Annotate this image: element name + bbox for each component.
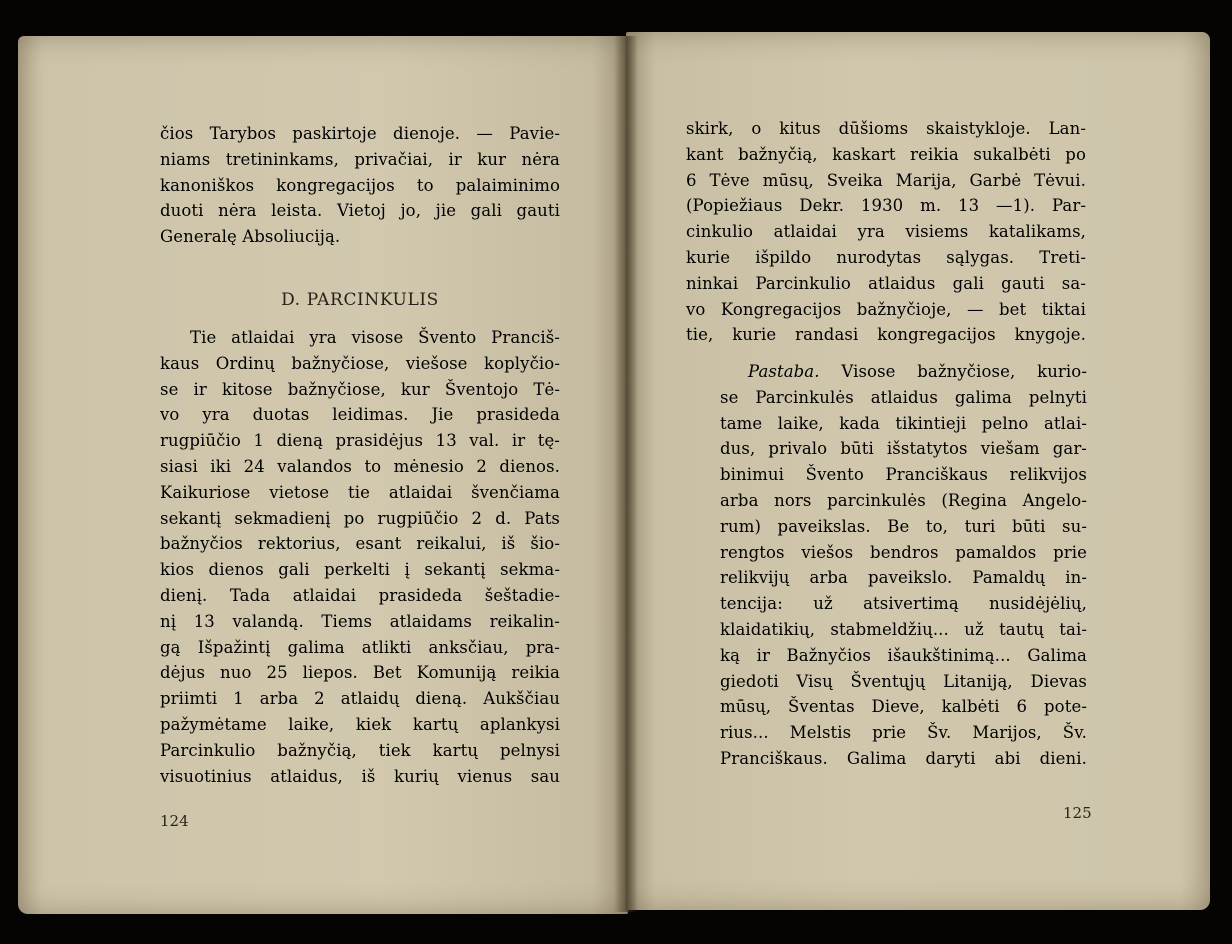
- text-line: priimti 1 arba 2 atlaidų dieną. Aukščiau: [160, 689, 560, 709]
- text-line: giedoti Visų Šventųjų Litaniją, Dievas: [720, 671, 1087, 691]
- text-line: ninkai Parcinkulio atlaidus gali gauti sa-: [686, 273, 1086, 293]
- text-line: kios dienos gali perkelti į sekantį sekma-: [160, 560, 560, 580]
- text-line: se Parcinkulės atlaidus galima pelnyti: [720, 387, 1087, 407]
- page-number-left: 124: [160, 812, 189, 830]
- left-paragraph-main: [160, 325, 560, 789]
- book-gutter: [614, 36, 638, 912]
- text-line: bažnyčios rektorius, esant reikalui, iš šio-: [160, 534, 560, 554]
- text-line: gą Išpažintį galima atlikti anksčiau, pra-: [160, 637, 560, 657]
- note-paragraph: [720, 359, 1087, 772]
- text-line: pažymėtame laike, kiek kartų aplankysi: [160, 714, 560, 734]
- text-line: Generalę Absoliuciją.: [160, 227, 341, 247]
- text-line: dus, privalo būti išstatytos viešam gar-: [720, 439, 1087, 459]
- text-line: čios Tarybos paskirtoje dienoje. — Pavie-: [160, 124, 560, 143]
- text-line: kanoniškos kongregacijos to palaiminimo: [160, 175, 560, 195]
- text-line: tie, kurie randasi kongregacijos knygoje.: [686, 325, 1086, 345]
- text-line: skirk, o kitus dūšioms skaistykloje. Lan-: [686, 119, 1086, 138]
- text-line: klaidatikių, stabmeldžių... už tautų tai-: [720, 619, 1087, 639]
- text-line: (Popiežiaus Dekr. 1930 m. 13 —1). Par-: [686, 196, 1086, 216]
- text-line: relikvijų arba paveikslo. Pamaldų in-: [720, 568, 1087, 588]
- text-line: ką ir Bažnyčios išaukštinimą... Galima: [720, 645, 1087, 665]
- text-line: binimui Švento Pranciškaus relikvijos: [720, 465, 1087, 485]
- text-line: Parcinkulio bažnyčią, tiek kartų pelnysi: [160, 740, 560, 760]
- text-line: Kaikuriose vietose tie atlaidai švenčiama: [160, 482, 560, 502]
- text-line: dienį. Tada atlaidai prasideda šeštadie-: [160, 585, 560, 605]
- text-line: duoti nėra leista. Vietoj jo, jie gali gauti: [160, 201, 560, 221]
- text-line: kaus Ordinų bažnyčiose, viešose koplyčio-: [160, 353, 560, 373]
- left-paragraph-top: [160, 121, 560, 250]
- text-line: tame laike, kada tikintieji pelno atlai-: [720, 413, 1087, 433]
- text-line: vo yra duotas leidimas. Jie prasideda: [160, 405, 560, 425]
- text-line: siasi iki 24 valandos to mėnesio 2 dienos.: [160, 456, 560, 476]
- text-line: sekantį sekmadienį po rugpiūčio 2 d. Pats: [160, 508, 560, 528]
- text-line: tencija: už atsivertimą nusidėjėlių,: [720, 594, 1087, 614]
- text-line: Tie atlaidai yra visose Švento Pranciš-: [190, 328, 560, 347]
- text-line: rugpiūčio 1 dieną prasidėjus 13 val. ir tę-: [160, 431, 560, 451]
- text-line: dėjus nuo 25 liepos. Bet Komuniją reikia: [160, 663, 560, 683]
- text-line: [720, 359, 1087, 385]
- text-line: se ir kitose bažnyčiose, kur Šventojo Tė-: [160, 379, 560, 399]
- note-first-text: Visose bažnyčiose, kurio-: [841, 362, 1087, 381]
- text-line: kant bažnyčią, kaskart reikia sukalbėti po: [686, 144, 1086, 164]
- text-line: niams tretininkams, privačiai, ir kur nėra: [160, 149, 560, 169]
- text-line: kurie išpildo nurodytas sąlygas. Treti-: [686, 247, 1086, 267]
- text-line: nį 13 valandą. Tiems atlaidams reikalin-: [160, 611, 560, 631]
- text-line: visuotinius atlaidus, iš kurių vienus sau: [160, 766, 560, 786]
- text-line: rum) paveikslas. Be to, turi būti su-: [720, 516, 1087, 536]
- right-paragraph-top: [686, 116, 1086, 348]
- text-line: rius... Melstis prie Šv. Marijos, Šv.: [720, 723, 1087, 743]
- section-heading: D. PARCINKULIS: [281, 290, 439, 310]
- text-line: rengtos viešos bendros pamaldos prie: [720, 542, 1087, 562]
- text-line: cinkulio atlaidai yra visiems katalikams,: [686, 222, 1086, 242]
- text-line: vo Kongregacijos bažnyčioje, — bet tiktai: [686, 299, 1086, 319]
- text-line: mūsų, Šventas Dieve, kalbėti 6 pote-: [720, 697, 1087, 717]
- text-line: arba nors parcinkulės (Regina Angelo-: [720, 490, 1087, 510]
- text-line: 6 Tėve mūsų, Sveika Marija, Garbė Tėvui.: [686, 170, 1086, 190]
- note-label: Pastaba.: [748, 362, 820, 381]
- text-line: Pranciškaus. Galima daryti abi dieni.: [720, 748, 1087, 768]
- page-number-right: 125: [1063, 804, 1092, 822]
